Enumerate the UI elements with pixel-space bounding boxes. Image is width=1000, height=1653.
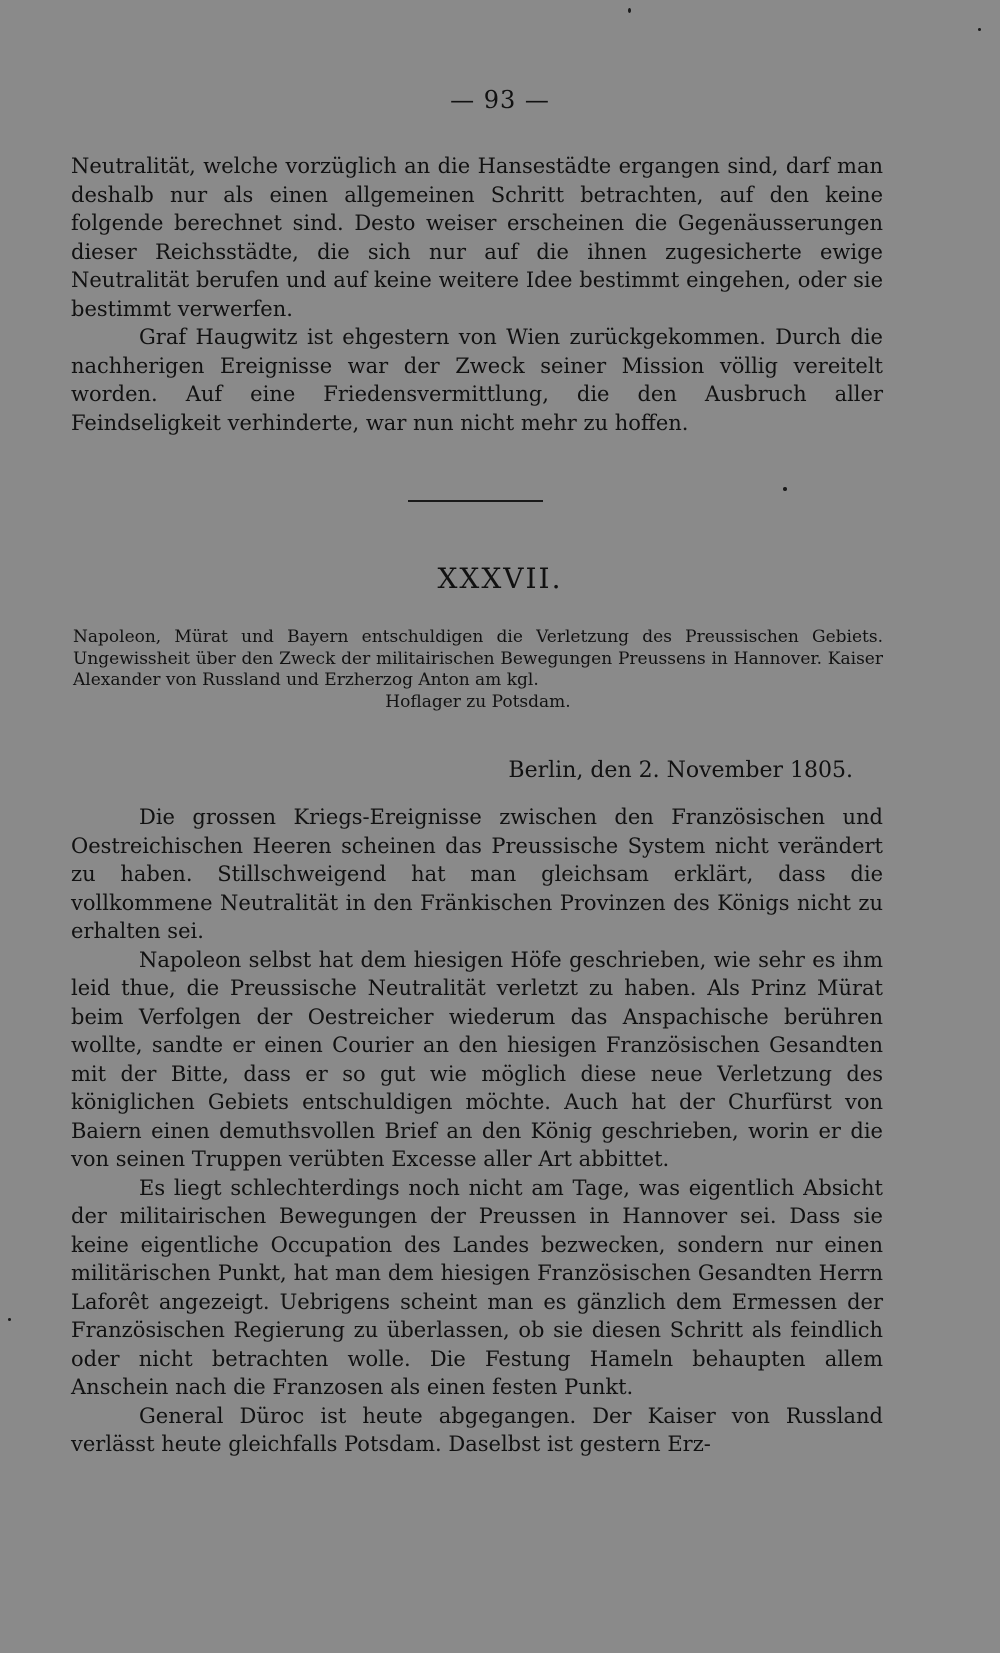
paragraph-bottom-3: Es liegt schlechterdings noch nicht am Tage, was eigentlich Absicht der militairischen Bewegungen der Preussen in Hannover sei. Dass sie keine eigentliche Occupation des Landes bezwecken, sondern nur einen militärischen Punkt, hat man dem hiesigen Französischen Gesandten Herrn Laforêt angezeigt. Uebrigens scheint man es gänzlich dem Ermessen der Französischen Regierung zu überlassen, ob sie diesen Schritt als feindlich oder nicht betrachten wolle. Die Festung Hameln behaupten allem Anschein nach die Franzosen als einen festen Punkt. [71,1175,883,1399]
summary-last-line: Hoflager zu Potsdam. [385,691,571,712]
summary-text: Napoleon, Mürat und Bayern entschuldigen die Verletzung des Preussischen Gebiets. Ungewissheit über den Zweck der militairischen Bewegungen Preussens in Hannover. Kaiser Alexander von Russland und Erzherzog Anton am kgl. [73,627,883,690]
top-text-block [71,152,883,437]
paragraph-bottom-2: Napoleon selbst hat dem hiesigen Höfe geschrieben, wie sehr es ihm leid thue, die Preussische Neutralität verletzt zu haben. Als Prinz Mürat beim Verfolgen der Oestreicher wiederum das Anspachische berühren wollte, sandte er einen Courier an den hiesigen Französischen Gesandten mit der Bitte, dass er so gut wie möglich diese neue Verletzung des königlichen Gebiets entschuldigen möchte. Auch hat der Churfürst von Baiern einen demuthsvollen Brief an den König geschrieben, worin er die von seinen Truppen verübten Excesse aller Art abbittet. [71,947,883,1171]
scan-speck [783,487,787,491]
paragraph-bottom-4: General Düroc ist heute abgegangen. Der Kaiser von Russland verlässt heute gleichfalls Potsdam. Daselbst ist gestern Erz- [71,1403,883,1456]
scan-speck [978,28,981,31]
section-separator [408,500,543,502]
dateline: Berlin, den 2. November 1805. [508,758,853,783]
page-number: — 93 — [450,86,550,114]
section-summary [73,627,883,713]
paragraph-top-2: Graf Haugwitz ist ehgestern von Wien zurückgekommen. Durch die nachherigen Ereignisse war der Zweck seiner Mission völlig vereitelt worden. Auf eine Friedensvermittlung, die den Ausbruch aller Feindseligkeit verhinderte, war nun nicht mehr zu hoffen. [71,325,883,435]
scan-speck [8,1318,11,1321]
scan-speck [628,8,631,13]
paragraph-bottom-1: Die grossen Kriegs-Ereignisse zwischen den Französischen und Oestreichischen Heeren scheinen das Preussische System nicht verändert zu haben. Stillschweigend hat man gleichsam erklärt, dass die vollkommene Neutralität in den Fränkischen Provinzen des Königs nicht zu erhalten sei. [71,805,883,943]
bottom-text-block [71,803,883,1459]
paragraph-top-1: Neutralität, welche vorzüglich an die Hansestädte ergangen sind, darf man deshalb nur als einen allgemeinen Schritt betrachten, auf den keine folgende berechnet sind. Desto weiser erscheinen die Gegenäusserungen dieser Reichsstädte, die sich nur auf die ihnen zugesicherte ewige Neutralität berufen und auf keine weitere Idee bestimmt eingehen, oder sie bestimmt verwerfen. [71,154,883,321]
section-number: XXXVII. [437,562,563,595]
